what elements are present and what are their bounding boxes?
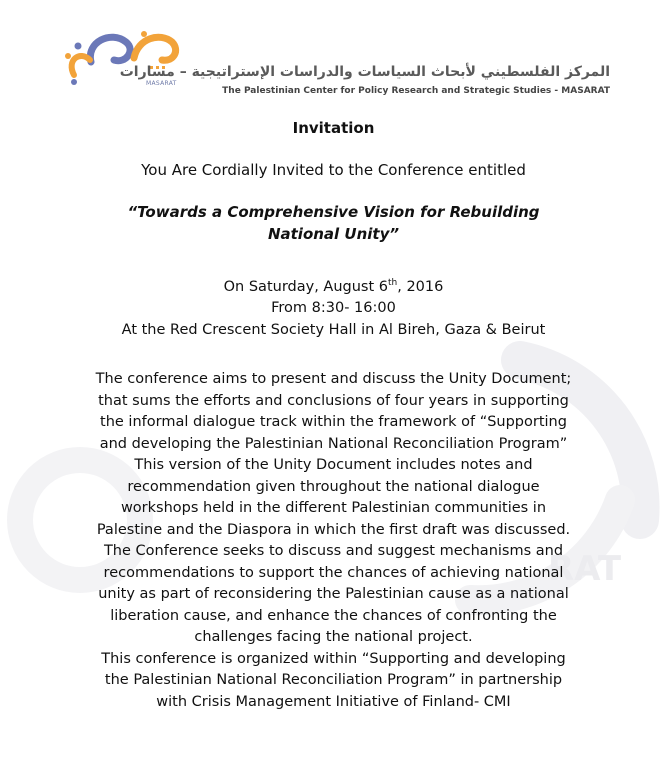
description-paragraph: This conference is organized within “Supporting and developing the Palestinian National Reconciliation Program” in partnership with Crisis Management Initiative of Finland- CMI <box>101 650 566 710</box>
watermark-text: RAT <box>548 549 622 589</box>
org-name-english: The Palestinian Center for Policy Research and Strategic Studies - MASARAT <box>222 86 610 96</box>
conference-title: “Towards a Comprehensive Vision for Rebuilding National Unity” <box>127 203 540 243</box>
invited-line: You Are Cordially Invited to the Conference entitled <box>141 161 526 179</box>
letterhead <box>0 0 667 110</box>
event-date: On Saturday, August 6th, 2016 <box>223 278 444 295</box>
invitation-body <box>0 118 667 713</box>
conference-description <box>94 369 574 713</box>
event-details <box>0 273 667 341</box>
event-venue: At the Red Crescent Society Hall in Al Bireh, Gaza & Beirut <box>121 321 546 338</box>
org-name-arabic: المركز الفلسطيني لأبحاث السياسات والدراسات الإستراتيجية – مسارات <box>119 64 610 80</box>
description-paragraph: The conference aims to present and discuss the Unity Document; that sums the efforts and conclusions of four years in supporting the informal dialogue track within the framework of “Supporting and developing the Palestinian National Reconciliation Program” This version of the Unity Document includes notes and recommendation given throughout the national dialogue workshops held in the different Palestinian communities in Palestine and the Diaspora in which the first draft was discussed. The Conference seeks to discuss and suggest mechanisms and recommendations to support the chances of achieving national unity as part of reconsidering the Palestinian cause as a national liberation cause, and enhance the chances of confronting the challenges facing the national project. <box>95 371 572 646</box>
event-time: From 8:30- 16:00 <box>271 300 396 317</box>
logo-label: MASARAT <box>146 80 177 87</box>
page-title: Invitation <box>292 119 375 137</box>
